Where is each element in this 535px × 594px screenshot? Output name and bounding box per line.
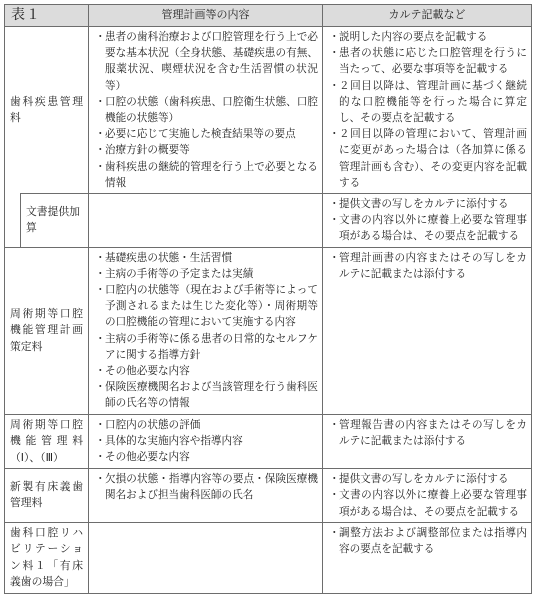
list-item: ・ 基礎疾患の状態・生活習慣 xyxy=(95,251,233,264)
list-item: ・ 主病の手術等の予定または実績 xyxy=(95,267,254,280)
list-item: ・ 文書の内容以外に療養上必要な管理事項がある場合は、その要点を記載する xyxy=(329,489,527,518)
list-item: ・ 歯科疾患の継続的管理を行う上で必要となる情報 xyxy=(95,160,318,189)
record-cell xyxy=(323,247,532,414)
list-item: ・ 保険医療機関名および当該管理を行う歯科医師の氏名等の情報 xyxy=(95,381,318,410)
table-row xyxy=(5,194,532,248)
column-header-plan: 管理計画等の内容 xyxy=(89,5,323,27)
records-table xyxy=(4,4,532,594)
record-cell xyxy=(323,27,532,194)
list-item: ・ 患者の歯科治療および口腔管理を行う上で必要な基本状況（全身状態、基礎疾患の有無、服薬状況、喫煙状況を含む生活習慣の状況等） xyxy=(95,31,318,92)
header-row xyxy=(5,5,532,27)
plan-cell xyxy=(89,469,323,523)
list-item: ・ 口腔内の状態等（現在および手術等によって予測されるまたは生じた変化等）・周術期等の口腔機能の管理において実施する内容 xyxy=(95,284,318,329)
list-item: ・ 管理計画書の内容またはその写しをカルテに記載または添付する xyxy=(329,251,527,280)
row-category: 歯科口腔リハビリテーション料１「有床義歯の場合」 xyxy=(5,522,89,593)
list-item: ・ 口腔の状態（歯科疾患、口腔衛生状態、口腔機能の状態等） xyxy=(95,95,318,125)
row-category: 新製有床義歯管理料 xyxy=(5,469,89,523)
table-row xyxy=(5,469,532,523)
list-item: ・ 欠損の状態・指導内容等の要点・保険医療機関名および担当歯科医師の氏名 xyxy=(95,473,318,502)
record-cell xyxy=(323,194,532,248)
list-item: ・ 口腔内の状態の評価 xyxy=(95,418,201,431)
list-item: ・ ２回目以降は、管理計画に基づく継続的な口腔機能等を行った場合に算定し、その要点を記載する xyxy=(329,79,527,125)
plan-cell xyxy=(89,247,323,414)
list-item: ・ 調整方法および調整部位または指導内容の要点を記載する xyxy=(329,526,527,555)
list-item: ・ 説明した内容の要点を記載する xyxy=(329,31,488,43)
row-category: 周術期等口腔機能管理料（Ⅰ）、（Ⅲ） xyxy=(5,414,89,469)
row-category: 文書提供加算 xyxy=(21,194,89,248)
table-row xyxy=(5,27,532,194)
record-cell xyxy=(323,414,532,469)
list-item: ・ 提供文書の写しをカルテに添付する xyxy=(329,198,509,211)
list-item: ・ 管理報告書の内容またはその写しをカルテに記載または添付する xyxy=(329,418,527,447)
list-item: ・ 具体的な実施内容や指導内容 xyxy=(95,434,243,447)
column-header-record: カルテ記載など xyxy=(323,5,532,27)
plan-cell xyxy=(89,27,323,194)
list-item: ・ 必要に応じて実施した検査結果等の要点 xyxy=(95,128,296,141)
table-row xyxy=(5,414,532,469)
plan-cell-empty xyxy=(89,194,323,248)
list-item: ・ 治療方針の概要等 xyxy=(95,144,190,157)
table-title: 表１ xyxy=(5,5,89,27)
table-row xyxy=(5,247,532,414)
plan-cell xyxy=(89,414,323,469)
indent-spacer xyxy=(5,194,21,248)
list-item: ・ 患者の状態に応じた口腔管理を行うに当たって、必要な事項等を記載する xyxy=(329,47,527,76)
list-item: ・ 提供文書の写しをカルテに添付する xyxy=(329,473,509,486)
table-row xyxy=(5,522,532,593)
record-cell xyxy=(323,469,532,523)
list-item: ・ ２回目以降の管理において、管理計画に変更があった場合は（各加算に係る管理計画も含む）、その変更内容を記載する xyxy=(329,128,527,189)
list-item: ・ その他必要な内容 xyxy=(95,365,190,378)
row-category: 周術期等口腔機能管理計画策定料 xyxy=(5,247,89,414)
record-cell xyxy=(323,522,532,593)
row-category: 歯科疾患管理料 xyxy=(5,27,89,194)
list-item: ・ 文書の内容以外に療養上必要な管理事項がある場合は、その要点を記載する xyxy=(329,214,527,243)
plan-cell-empty xyxy=(89,522,323,593)
list-item: ・ その他必要な内容 xyxy=(95,451,190,464)
list-item: ・ 主病の手術等に係る患者の日常的なセルフケアに関する指導方針 xyxy=(95,332,318,361)
